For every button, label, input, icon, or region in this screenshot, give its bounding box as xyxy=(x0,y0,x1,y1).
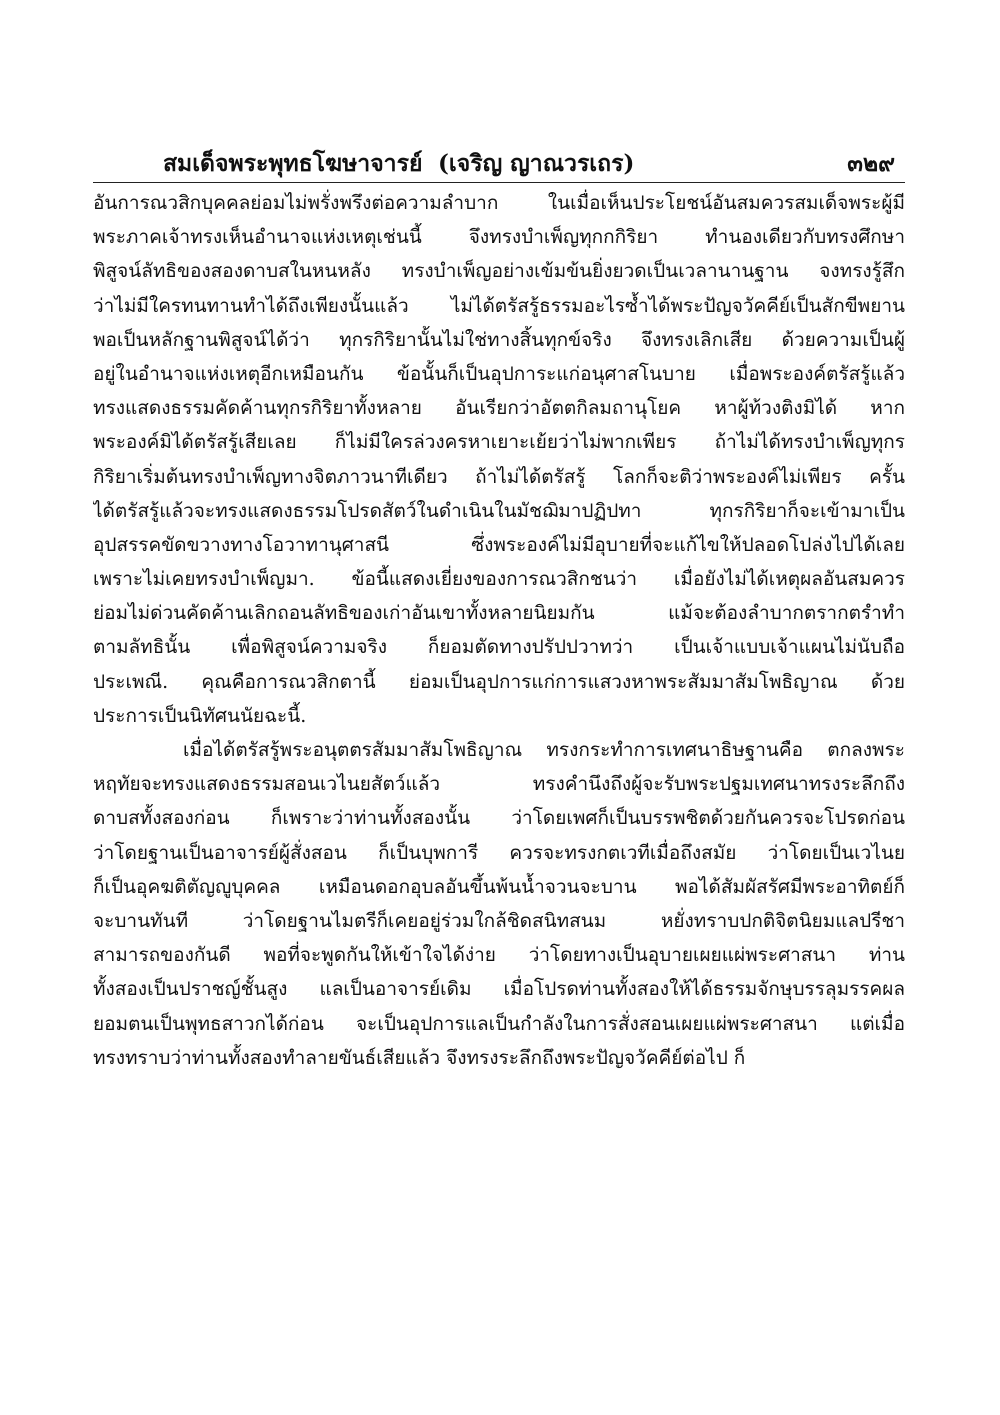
text-line: สามารถของกันดี พอที่จะพูดกันให้เข้าใจได้ง่าย ว่าโดยทางเป็นอุบายเผยแผ่พระศาสนา ท่าน xyxy=(93,944,905,967)
text-line: กิริยาเริ่มต้นทรงบำเพ็ญทางจิตภาวนาทีเดียว ถ้าไม่ได้ตรัสรู้ โลกก็จะติว่าพระองค์ไม่เพียร ครั้น xyxy=(93,465,905,488)
header-title: สมเด็จพระพุทธโฆษาจารย์ xyxy=(163,150,423,177)
text-line: ย่อมไม่ด่วนคัดค้านเลิกถอนลัทธิของเก่าอันเขาทั้งหลายนิยมกัน แม้จะต้องลำบากตรากตรำทำ xyxy=(93,602,905,625)
text-line: ทั้งสองเป็นปราชญ์ชั้นสูง แลเป็นอาจารย์เดิม เมื่อโปรดท่านทั้งสองให้ได้ธรรมจักษุบรรลุมรรคผล xyxy=(93,978,905,1001)
text-line: พิสูจน์ลัทธิของสองดาบสในหนหลัง ทรงบำเพ็ญอย่างเข้มข้นยิ่งยวดเป็นเวลานานฐาน จงทรงรู้สึก xyxy=(93,260,905,283)
text-line: เพราะไม่เคยทรงบำเพ็ญมา. ข้อนี้แสดงเยี่ยงของการณวสิกชนว่า เมื่อยังไม่ได้เหตุผลอันสมควร xyxy=(93,568,905,591)
text-line: ประเพณี. คุณคือการณวสิกตานี้ ย่อมเป็นอุปการแก่การแสวงหาพระสัมมาสัมโพธิญาณ ด้วย xyxy=(93,670,905,693)
text-line: จะบานทันที ว่าโดยฐานไมตรีก็เคยอยู่ร่วมใกล้ชิดสนิทสนม หยั่งทราบปกติจิตนิยมแลปรีชา xyxy=(93,909,905,932)
running-header xyxy=(93,142,905,182)
text-line: พระภาคเจ้าทรงเห็นอำนาจแห่งเหตุเช่นนี้ จึงทรงบำเพ็ญทุกกกิริยา ทำนองเดียวกับทรงศึกษา xyxy=(93,226,905,249)
text-line: พอเป็นหลักฐานพิสูจน์ได้ว่า ทุกรกิริยานั้นไม่ใช่ทางสิ้นทุกข์จริง จึงทรงเลิกเสีย ด้วยความเป็นผู้ xyxy=(93,328,905,351)
body-text xyxy=(93,186,905,1075)
text-line: ว่าไม่มีใครทนทานทำได้ถึงเพียงนั้นแล้ว ไม่ได้ตรัสรู้ธรรมอะไรซ้ำได้พระปัญจวัคคีย์เป็นสักขีพยาน xyxy=(93,294,905,317)
text-line: หฤทัยจะทรงแสดงธรรมสอนเวไนยสัตว์แล้ว ทรงคำนึงถึงผู้จะรับพระปฐมเทศนาทรงระลึกถึง xyxy=(93,773,905,796)
text-line: ตามลัทธินั้น เพื่อพิสูจน์ความจริง ก็ยอมตัดทางปรัปปวาทว่า เป็นเจ้าแบบเจ้าแผนไม่นับถือ xyxy=(93,636,905,659)
text-line: อันการณวสิกบุคคลย่อมไม่พรั่งพรึงต่อความลำบาก ในเมื่อเห็นประโยชน์อันสมควรสมเด็จพระผู้มี xyxy=(93,192,905,214)
text-line: เมื่อได้ตรัสรู้พระอนุตตรสัมมาสัมโพธิญาณ ทรงกระทำการเทศนาธิษฐานคือ ตกลงพระ xyxy=(183,739,905,761)
text-line: ก็เป็นอุคฆติตัญญูบุคคล เหมือนดอกอุบลอันขึ้นพ้นน้ำจวนจะบาน พอได้สัมผัสรัศมีพระอาทิตย์ก็ xyxy=(93,875,905,898)
text-line: ประการเป็นนิทัศนนัยฉะนี้. xyxy=(93,704,307,727)
text-line: ทรงแสดงธรรมคัดค้านทุกรกิริยาทั้งหลาย อันเรียกว่าอัตตกิลมถานุโยค หาผู้ท้วงติงมิได้ หาก xyxy=(93,397,905,420)
text-line: อยู่ในอำนาจแห่งเหตุอีกเหมือนกัน ข้อนั้นก็เป็นอุปการะแก่อนุศาสโนบาย เมื่อพระองค์ตรัสรู้แล้ว xyxy=(93,362,905,385)
text-line: ยอมตนเป็นพุทธสาวกได้ก่อน จะเป็นอุปการแลเป็นกำลังในการสั่งสอนเผยแผ่พระศาสนา แต่เมื่อ xyxy=(93,1012,905,1035)
header-subtitle: (เจริญ ญาณวรเถร) xyxy=(438,150,635,177)
text-line: พระองค์มิได้ตรัสรู้เสียเลย ก็ไม่มีใครล่วงครหาเยาะเย้ยว่าไม่พากเพียร ถ้าไม่ได้ทรงบำเพ็ญทุกร xyxy=(93,431,905,454)
header-rule xyxy=(93,182,905,183)
text-line: ได้ตรัสรู้แล้วจะทรงแสดงธรรมโปรดสัตว์ในดำเนินในมัชฌิมาปฏิปทา ทุกรกิริยาก็จะเข้ามาเป็น xyxy=(93,499,905,522)
text-line: อุปสรรคขัดขวางทางโอวาทานุศาสนี ซึ่งพระองค์ไม่มีอุบายที่จะแก้ไขให้ปลอดโปล่งไปได้เลย xyxy=(93,533,905,556)
text-line: ทรงทราบว่าท่านทั้งสองทำลายขันธ์เสียแล้ว จึงทรงระลึกถึงพระปัญจวัคคีย์ต่อไป ก็ xyxy=(93,1046,746,1069)
text-line: ดาบสทั้งสองก่อน ก็เพราะว่าท่านทั้งสองนั้น ว่าโดยเพศก็เป็นบรรพชิตด้วยกันควรจะโปรดก่อน xyxy=(93,807,905,830)
text-line: ว่าโดยฐานเป็นอาจารย์ผู้สั่งสอน ก็เป็นบุพการี ควรจะทรงกตเวทีเมื่อถึงสมัย ว่าโดยเป็นเวไนย xyxy=(93,841,905,864)
page-number: ๓๒๙ xyxy=(847,150,895,177)
